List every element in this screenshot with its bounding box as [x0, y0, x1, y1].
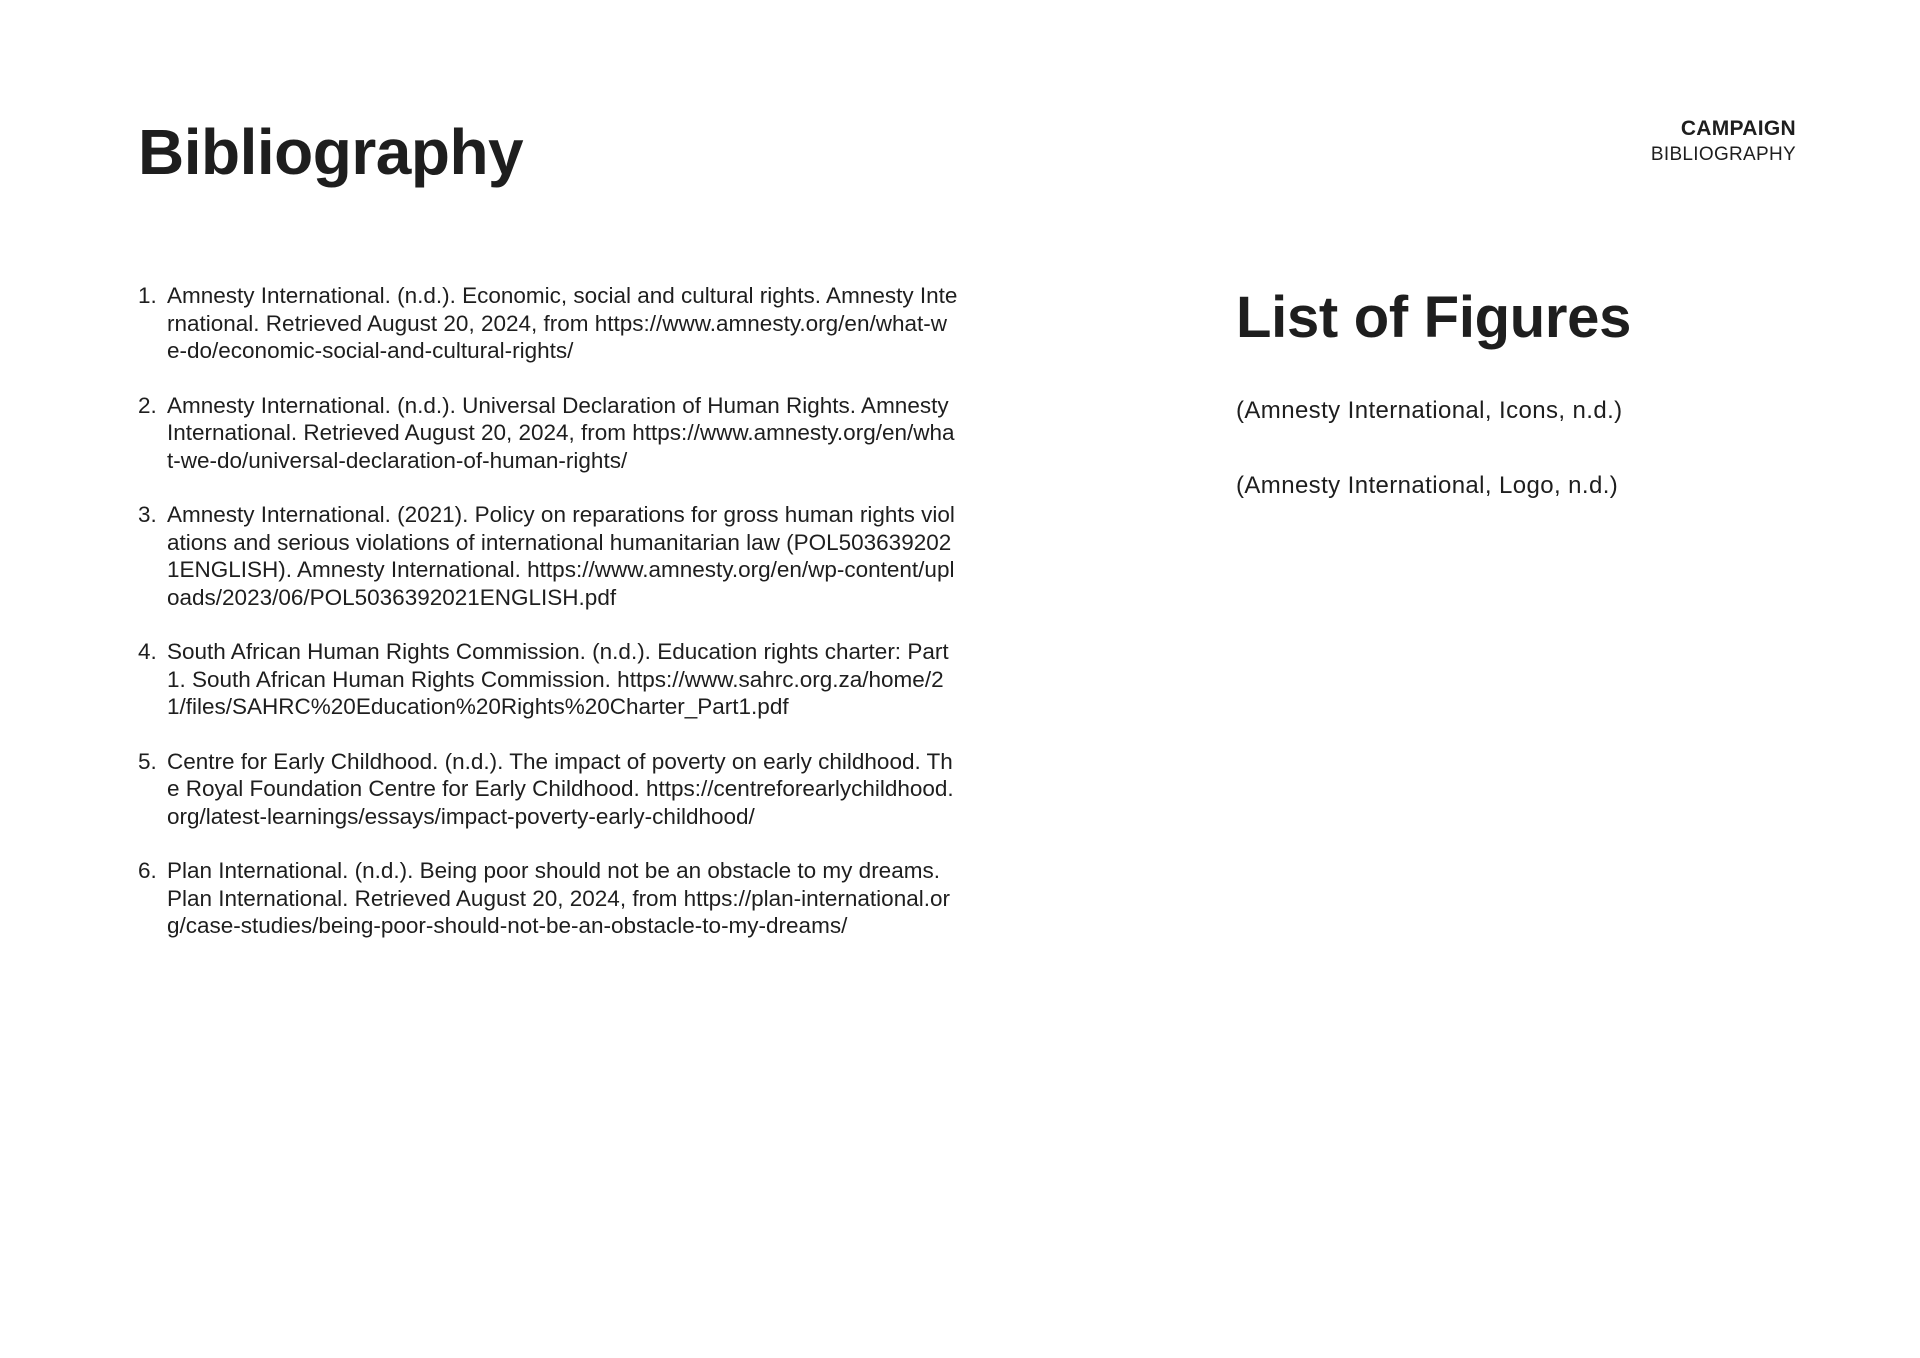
subsection-label: BIBLIOGRAPHY	[1650, 144, 1796, 165]
entry-number: 6.	[138, 858, 157, 883]
bibliography-entry	[138, 638, 958, 721]
bibliography-entry	[138, 857, 958, 940]
entry-text: Plan International. (n.d.). Being poor should not be an obstacle to my dreams. Plan International. Retrieved August 20, 2024, from https://plan-international.org/case-studies/being-poor-should-not-be-an-obstacle-to-my-dreams/	[167, 858, 950, 938]
section-label: CAMPAIGN	[1680, 117, 1796, 140]
entry-text: Amnesty International. (2021). Policy on reparations for gross human rights violations and serious violations of international humanitarian law (POL5036392021ENGLISH). Amnesty International. https://www.amnesty.org/en/wp-content/uploads/2023/06/POL5036392021ENGLISH.pdf	[167, 502, 955, 610]
entry-text: South African Human Rights Commission. (n.d.). Education rights charter: Part 1. South African Human Rights Commission. https://www.sahrc.org.za/home/21/files/SAHRC%20Education%20Rights%20Charter_Part1.pdf	[167, 639, 949, 719]
entry-text: Amnesty International. (n.d.). Universal Declaration of Human Rights. Amnesty International. Retrieved August 20, 2024, from https://www.amnesty.org/en/what-we-do/universal-declaration-of-human-rights/	[167, 392, 955, 473]
entry-number: 2.	[138, 392, 157, 418]
entry-text: Centre for Early Childhood. (n.d.). The impact of poverty on early childhood. The Royal Foundation Centre for Early Childhood. https://centreforearlychildhood.org/latest-learnings/essays/impact-poverty-early-childhood/	[167, 748, 954, 829]
bibliography-entry	[138, 282, 958, 365]
entry-text: Amnesty International. (n.d.). Economic, social and cultural rights. Amnesty International. Retrieved August 20, 2024, from https://www.amnesty.org/en/what-we-do/economic-social-and-cultural-rights/	[167, 283, 958, 363]
section-header	[1651, 116, 1796, 168]
bibliography-list	[138, 282, 958, 967]
figure-entry: (Amnesty International, Icons, n.d.)	[1236, 397, 1623, 424]
page-title: Bibliography	[138, 116, 524, 188]
bibliography-entry	[138, 392, 958, 475]
entry-number: 1.	[138, 283, 157, 308]
figures-list	[1236, 396, 1623, 546]
bibliography-entry	[138, 501, 958, 611]
entry-number: 5.	[138, 748, 157, 774]
bibliography-entry	[138, 748, 958, 831]
figure-entry: (Amnesty International, Logo, n.d.)	[1236, 472, 1619, 499]
entry-number: 4.	[138, 639, 157, 664]
figures-title: List of Figures	[1236, 285, 1632, 350]
entry-number: 3.	[138, 502, 157, 527]
